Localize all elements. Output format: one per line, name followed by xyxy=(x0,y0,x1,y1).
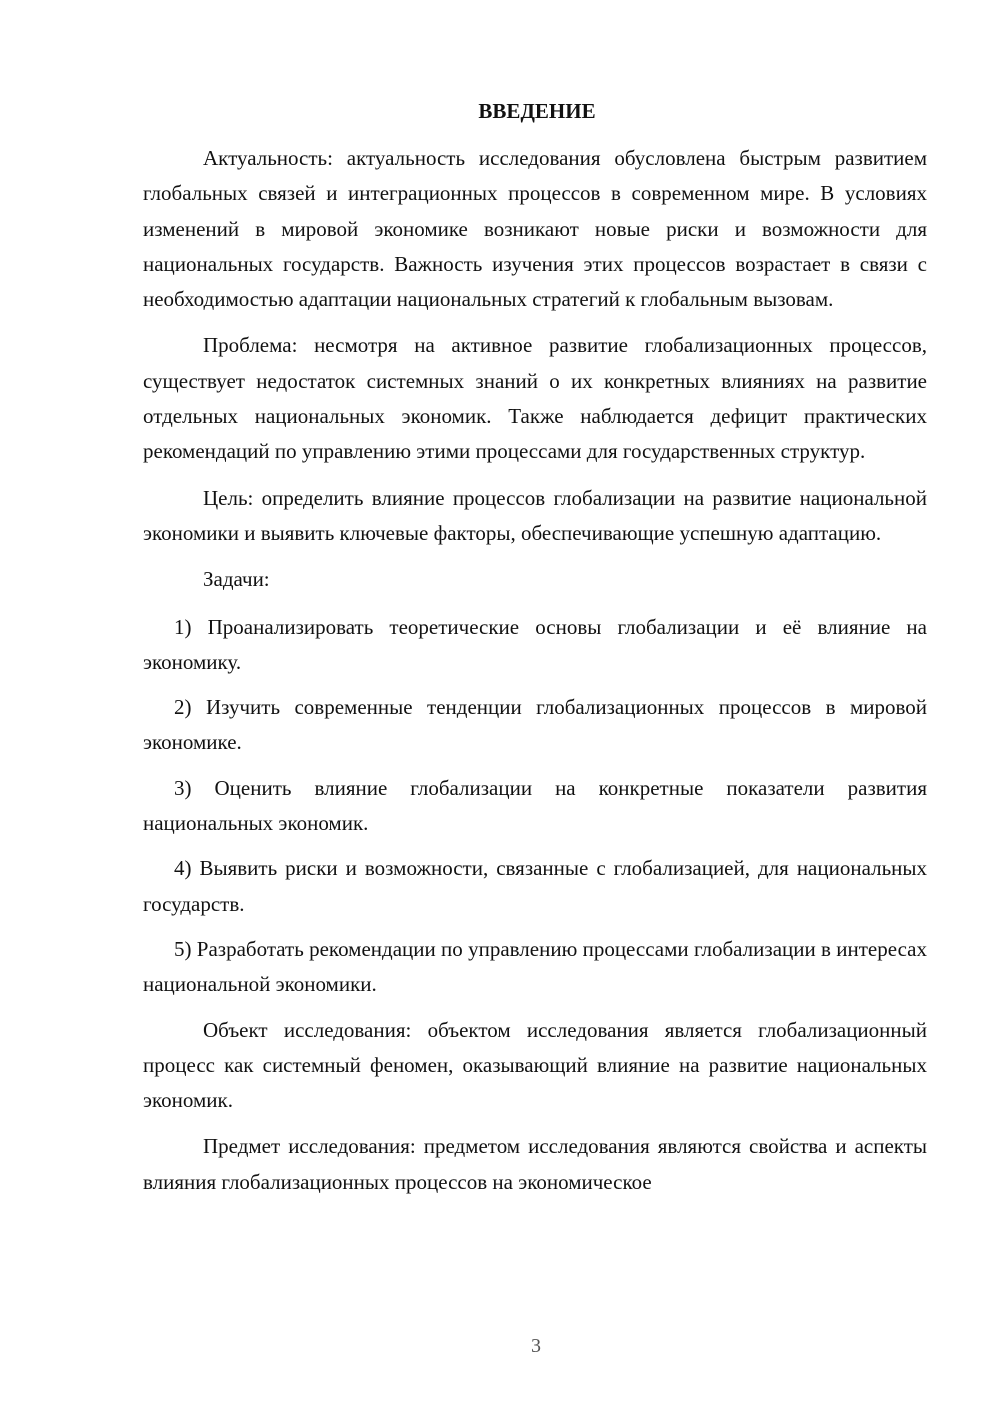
goal-paragraph: Цель: определить влияние процессов глобализации на развитие национальной экономики и выявить ключевые факторы, обеспечивающие успешную адаптацию. xyxy=(143,485,927,545)
subject-paragraph: Предмет исследования: предметом исследования являются свойства и аспекты влияния глобализационных процессов на экономическое xyxy=(143,1134,927,1194)
tasks-heading: Задачи: xyxy=(203,567,270,592)
task-item-4: 4) Выявить риски и возможности, связанные с глобализацией, для национальных государств. xyxy=(143,856,927,916)
problem-paragraph: Проблема: несмотря на активное развитие глобализационных процессов, существует недостаток системных знаний о их конкретных влияниях на развитие отдельных национальных экономик. Также наблюдается дефицит практических рекомендаций по управлению этими процессами для государственных структур. xyxy=(143,333,927,464)
task-item-1: 1) Проанализировать теоретические основы глобализации и её влияние на экономику. xyxy=(143,614,927,674)
relevance-paragraph: Актуальность: актуальность исследования обусловлена быстрым развитием глобальных связей и интеграционных процессов в современном мире. В условиях изменений в мировой экономике возникают новые риски и возможности для национальных государств. Важность изучения этих процессов возрастает в связи с необходимостью адаптации национальных стратегий к глобальным вызовам. xyxy=(143,146,927,312)
task-item-3: 3) Оценить влияние глобализации на конкретные показатели развития национальных экономик. xyxy=(143,775,927,836)
object-paragraph: Объект исследования: объектом исследования является глобализационный процесс как системный феномен, оказывающий влияние на развитие национальных экономик. xyxy=(143,1017,927,1113)
page-content xyxy=(143,94,927,1211)
page-title: ВВЕДЕНИЕ xyxy=(478,99,596,123)
task-item-2: 2) Изучить современные тенденции глобализационных процессов в мировой экономике. xyxy=(143,695,927,755)
task-item-5: 5) Разработать рекомендации по управлению процессами глобализации в интересах национальной экономики. xyxy=(143,936,927,997)
page-number: 3 xyxy=(531,1335,541,1357)
